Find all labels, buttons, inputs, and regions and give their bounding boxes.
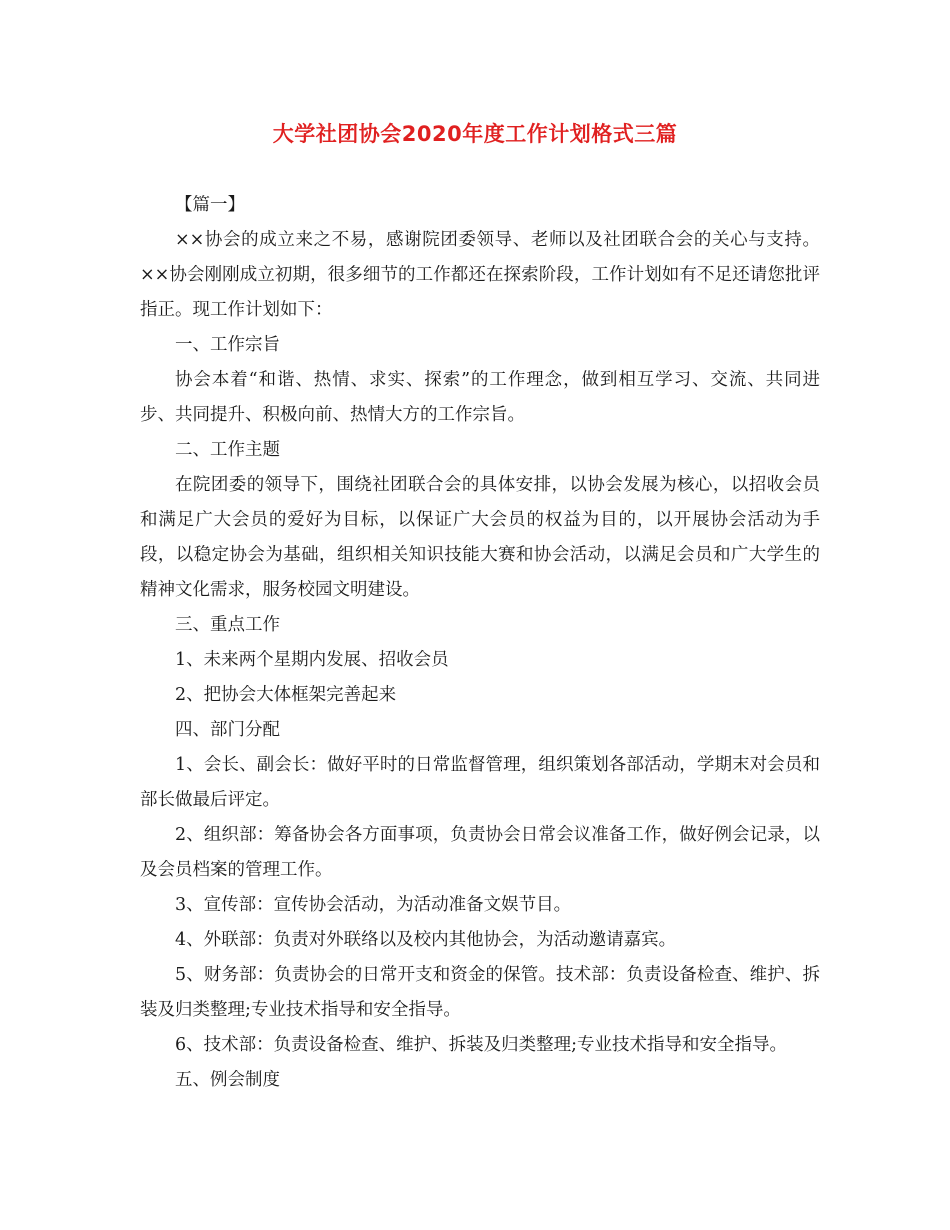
- document-body: [140, 188, 820, 1098]
- list-item-department-6: 6、技术部：负责设备检查、维护、拆装及归类整理;专业技术指导和安全指导。: [175, 1035, 788, 1055]
- section-heading-part-one: 【篇一】: [175, 195, 245, 215]
- heading-work-purpose: 一、工作宗旨: [175, 335, 280, 355]
- list-item-department-1: 1、会长、副会长：做好平时的日常监督管理，组织策划各部活动，学期末对会员和部长做最后评定。: [140, 755, 820, 810]
- list-item-department-4: 4、外联部：负责对外联络以及校内其他协会，为活动邀请嘉宾。: [175, 930, 677, 950]
- heading-work-theme: 二、工作主题: [175, 440, 280, 460]
- list-item-department-3: 3、宣传部：宣传协会活动，为活动准备文娱节目。: [175, 895, 572, 915]
- heading-key-work: 三、重点工作: [175, 615, 280, 635]
- heading-department-assignment: 四、部门分配: [175, 720, 280, 740]
- document-title: 大学社团协会2020年度工作计划格式三篇: [272, 122, 678, 146]
- list-item-department-2: 2、组织部：筹备协会各方面事项，负责协会日常会议准备工作，做好例会记录，以及会员档案的管理工作。: [140, 825, 820, 880]
- list-item-department-5: 5、财务部：负责协会的日常开支和资金的保管。技术部：负责设备检查、维护、拆装及归类整理;专业技术指导和安全指导。: [140, 965, 820, 1020]
- intro-paragraph: ××协会的成立来之不易，感谢院团委领导、老师以及社团联合会的关心与支持。××协会刚刚成立初期，很多细节的工作都还在探索阶段，工作计划如有不足还请您批评指正。现工作计划如下：: [140, 230, 820, 320]
- heading-meeting-system: 五、例会制度: [175, 1070, 280, 1090]
- list-item-key-work-2: 2、把协会大体框架完善起来: [175, 685, 397, 705]
- list-item-key-work-1: 1、未来两个星期内发展、招收会员: [175, 650, 449, 670]
- paragraph-work-purpose: 协会本着“和谐、热情、求实、探索”的工作理念，做到相互学习、交流、共同进步、共同提升、积极向前、热情大方的工作宗旨。: [140, 370, 820, 425]
- paragraph-work-theme: 在院团委的领导下，围绕社团联合会的具体安排，以协会发展为核心，以招收会员和满足广大会员的爱好为目标，以保证广大会员的权益为目的，以开展协会活动为手段，以稳定协会为基础，组织相关知识技能大赛和协会活动，以满足会员和广大学生的精神文化需求，服务校园文明建设。: [140, 475, 820, 600]
